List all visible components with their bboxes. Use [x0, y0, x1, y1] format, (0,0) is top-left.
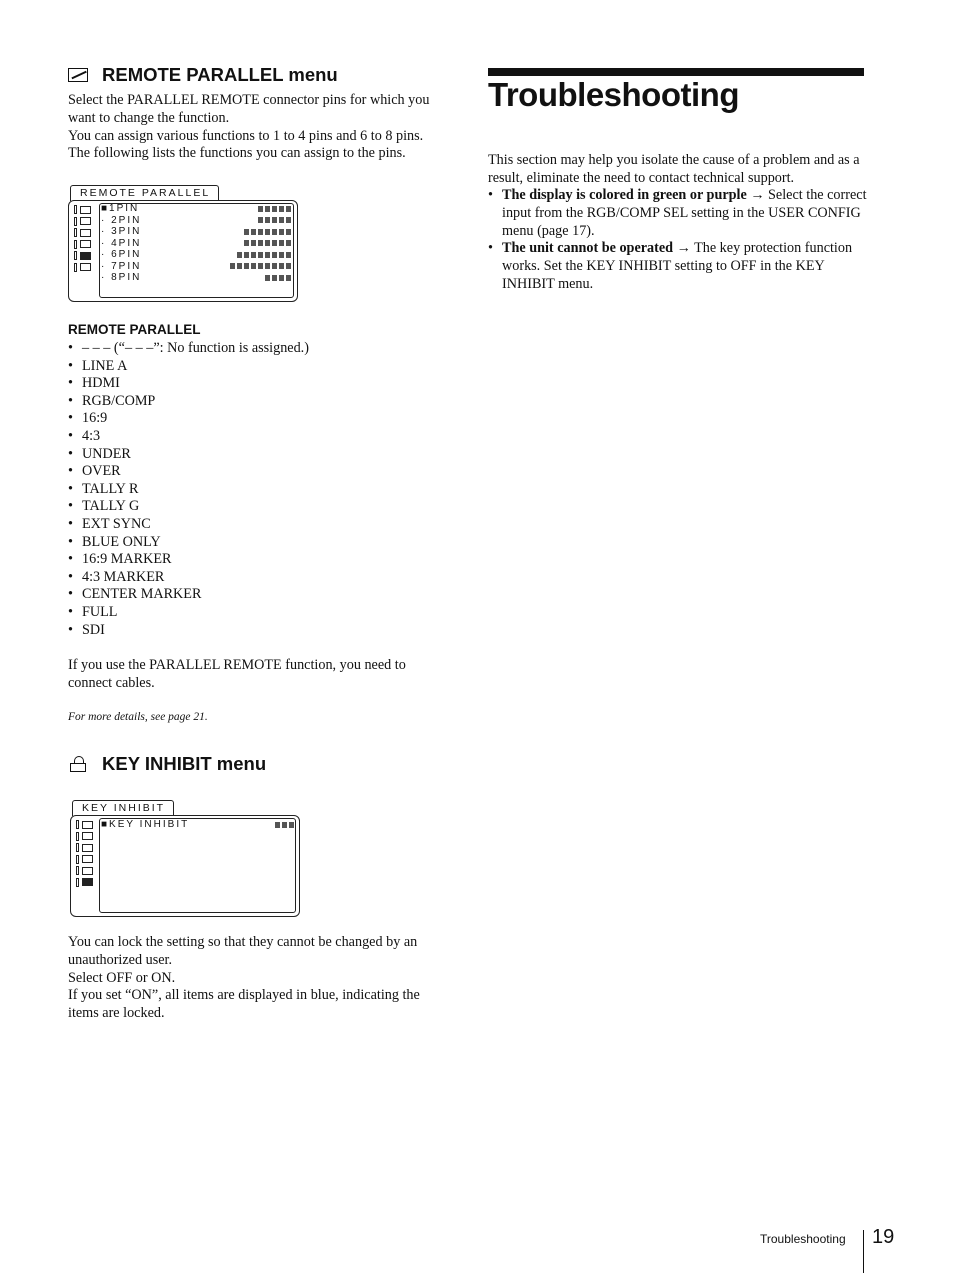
osd-menu-config-icon — [74, 239, 91, 251]
list-item: • EXT SYNC — [68, 516, 309, 534]
osd-tab-label: REMOTE PARALLEL — [70, 185, 219, 201]
osd-menu-item — [101, 203, 291, 215]
lock-icon — [80, 263, 91, 271]
osd-item-list — [101, 203, 291, 284]
key-inhibit-heading — [68, 753, 266, 775]
value-block — [251, 229, 257, 235]
value-block — [265, 252, 271, 258]
remote-parallel-heading-text: REMOTE PARALLEL menu — [102, 64, 338, 85]
value-block — [286, 263, 292, 269]
value-block — [272, 206, 278, 212]
value-block — [230, 263, 236, 269]
remote-parallel-cables-note: If you use the PARALLEL REMOTE function, you need to connect cables. — [68, 657, 406, 691]
value-block — [265, 275, 271, 281]
osd-icon-column — [74, 204, 91, 273]
list-item: • 16:9 MARKER — [68, 551, 309, 569]
osd-marker — [76, 820, 79, 829]
value-block — [286, 229, 292, 235]
remote-icon — [80, 252, 91, 260]
osd-menu-config-icon — [76, 854, 93, 866]
value-block — [272, 252, 278, 258]
list-item: • 4:3 MARKER — [68, 569, 309, 587]
key-inhibit-heading-text: KEY INHIBIT menu — [102, 753, 267, 774]
osd-marker — [76, 866, 79, 875]
footer-section-name: Troubleshooting — [760, 1232, 846, 1246]
key-inhibit-text-line2: Select OFF or ON. — [68, 969, 176, 986]
value-block — [258, 240, 264, 246]
remote-parallel-function-list — [68, 340, 309, 639]
bullet: • — [488, 187, 493, 203]
arrow-icon: → — [750, 187, 765, 203]
section-rule — [488, 68, 864, 76]
value-block — [237, 252, 243, 258]
list-item: • 4:3 — [68, 428, 309, 446]
arrow-icon: → — [676, 240, 691, 256]
value-block — [286, 206, 292, 212]
value-block — [258, 217, 264, 223]
osd-menu-item — [101, 819, 294, 831]
page-title: Troubleshooting — [488, 76, 739, 113]
osd-marker — [76, 855, 79, 864]
osd-menu-item — [101, 215, 291, 227]
value-block — [272, 217, 278, 223]
value-block — [265, 229, 271, 235]
osd-item-label: · 3PIN — [101, 226, 142, 238]
value-block — [265, 206, 271, 212]
osd-marker — [74, 240, 77, 249]
level-icon — [82, 832, 93, 840]
osd-item-value-blocks — [230, 263, 292, 269]
troubleshooting-item — [488, 240, 868, 293]
value-block — [237, 263, 243, 269]
osd-item-label: · 4PIN — [101, 237, 142, 249]
value-block — [244, 252, 250, 258]
osd-menu-menu-icon — [76, 819, 93, 831]
osd-item-value-blocks — [244, 229, 292, 235]
value-block — [279, 206, 285, 212]
value-block — [279, 252, 285, 258]
troubleshooting-item — [488, 187, 868, 240]
list-item: • TALLY R — [68, 481, 309, 499]
osd-marker — [74, 217, 77, 226]
list-item: • 16:9 — [68, 410, 309, 428]
osd-menu-input-icon — [76, 842, 93, 854]
value-block — [258, 263, 264, 269]
osd-menu-level-icon — [74, 216, 91, 228]
osd-item-list — [101, 819, 294, 831]
lock-icon — [68, 755, 88, 773]
remote-parallel-intro-line2: You can assign various functions to 1 to 4 pins and 6 to 8 pins. The following lists the functions you can assign to the pins. — [68, 127, 424, 162]
value-block — [265, 240, 271, 246]
osd-marker — [76, 832, 79, 841]
list-item: • TALLY G — [68, 498, 309, 516]
osd-item-label: ■1PIN — [101, 203, 140, 215]
input-icon — [80, 229, 91, 237]
list-item: • UNDER — [68, 446, 309, 464]
osd-menu-input-icon — [74, 227, 91, 239]
osd-menu-item — [101, 226, 291, 238]
osd-item-label: · 2PIN — [101, 214, 142, 226]
footer-divider — [863, 1230, 864, 1273]
config-icon — [80, 240, 91, 248]
level-icon — [80, 217, 91, 225]
osd-menu-menu-icon — [74, 204, 91, 216]
osd-menu-level-icon — [76, 831, 93, 843]
osd-item-value-blocks — [265, 275, 292, 281]
list-item: • CENTER MARKER — [68, 586, 309, 604]
osd-menu-lock-icon — [76, 877, 93, 889]
key-inhibit-text — [68, 934, 448, 1023]
osd-item-value-blocks — [275, 822, 295, 828]
value-block — [286, 217, 292, 223]
osd-item-label: · 6PIN — [101, 249, 142, 261]
osd-menu-item — [101, 272, 291, 284]
value-block — [279, 217, 285, 223]
value-block — [279, 229, 285, 235]
osd-marker — [74, 205, 77, 214]
key-inhibit-text-line1: You can lock the setting so that they cannot be changed by an unauthorized user. — [68, 934, 418, 968]
list-item: • BLUE ONLY — [68, 534, 309, 552]
value-block — [286, 240, 292, 246]
osd-menu-item — [101, 249, 291, 261]
remote-parallel-icon — [68, 68, 88, 82]
input-icon — [82, 844, 93, 852]
troubleshooting-remedy: The key protection function works. Set the KEY INHIBIT setting to OFF in the KEY INHIBIT menu. — [502, 240, 853, 292]
value-block — [258, 252, 264, 258]
troubleshooting-symptom: The display is colored in green or purple — [502, 187, 747, 203]
key-inhibit-text-line3: If you set “ON”, all items are displayed in blue, indicating the items are locked. — [68, 987, 420, 1022]
osd-menu-lock-icon — [74, 262, 91, 274]
list-item: • LINE A — [68, 358, 309, 376]
value-block — [279, 240, 285, 246]
details-note: For more details, see page 21. — [68, 711, 208, 723]
troubleshooting-symptom: The unit cannot be operated — [502, 240, 674, 256]
osd-marker — [74, 228, 77, 237]
value-block — [275, 822, 281, 828]
osd-menu-item — [101, 261, 291, 273]
value-block — [265, 263, 271, 269]
value-block — [286, 275, 292, 281]
key-inhibit-osd — [70, 800, 300, 917]
bullet: • — [488, 240, 493, 256]
list-item: • SDI — [68, 622, 309, 640]
osd-item-label: · 8PIN — [101, 272, 142, 284]
list-item: • – – – (“– – –”: No function is assigned.) — [68, 340, 309, 358]
osd-marker — [76, 878, 79, 887]
osd-item-label: ■KEY INHIBIT — [101, 819, 190, 831]
value-block — [244, 263, 250, 269]
remote-parallel-intro-line1: Select the PARALLEL REMOTE connector pins for which you want to change the function. — [68, 92, 430, 126]
value-block — [279, 275, 285, 281]
osd-item-value-blocks — [244, 240, 292, 246]
osd-icon-column — [76, 819, 93, 888]
osd-item-value-blocks — [237, 252, 292, 258]
remote-icon — [82, 867, 93, 875]
value-block — [286, 252, 292, 258]
value-block — [289, 822, 295, 828]
value-block — [272, 229, 278, 235]
value-block — [272, 240, 278, 246]
osd-item-value-blocks — [258, 217, 292, 223]
list-item: • HDMI — [68, 375, 309, 393]
osd-marker — [74, 251, 77, 260]
value-block — [272, 263, 278, 269]
osd-menu-remote-icon — [76, 865, 93, 877]
config-icon — [82, 855, 93, 863]
troubleshooting-intro: This section may help you isolate the cause of a problem and as a result, eliminate the need to contact technical support. — [488, 152, 860, 186]
menu-icon — [80, 206, 91, 214]
osd-marker — [74, 263, 77, 272]
lock-icon — [82, 878, 93, 886]
value-block — [265, 217, 271, 223]
value-block — [251, 252, 257, 258]
value-block — [272, 275, 278, 281]
troubleshooting-remedy: Select the correct input from the RGB/COMP SEL setting in the USER CONFIG menu (page 17). — [502, 187, 867, 239]
remote-parallel-list-title: REMOTE PARALLEL — [68, 322, 201, 337]
osd-menu-remote-icon — [74, 250, 91, 262]
value-block — [279, 263, 285, 269]
value-block — [244, 229, 250, 235]
osd-item-label: · 7PIN — [101, 260, 142, 272]
value-block — [251, 240, 257, 246]
remote-parallel-intro — [68, 92, 448, 163]
remote-parallel-osd — [68, 185, 298, 302]
value-block — [258, 206, 264, 212]
value-block — [244, 240, 250, 246]
osd-menu-item — [101, 238, 291, 250]
remote-parallel-heading — [68, 64, 338, 86]
value-block — [251, 263, 257, 269]
osd-marker — [76, 843, 79, 852]
value-block — [258, 229, 264, 235]
osd-inner-panel — [99, 818, 296, 913]
value-block — [282, 822, 288, 828]
list-item: • OVER — [68, 463, 309, 481]
page-number: 19 — [872, 1226, 895, 1248]
osd-item-value-blocks — [258, 206, 292, 212]
list-item: • FULL — [68, 604, 309, 622]
osd-tab-label: KEY INHIBIT — [72, 800, 174, 816]
list-item: • RGB/COMP — [68, 393, 309, 411]
menu-icon — [82, 821, 93, 829]
